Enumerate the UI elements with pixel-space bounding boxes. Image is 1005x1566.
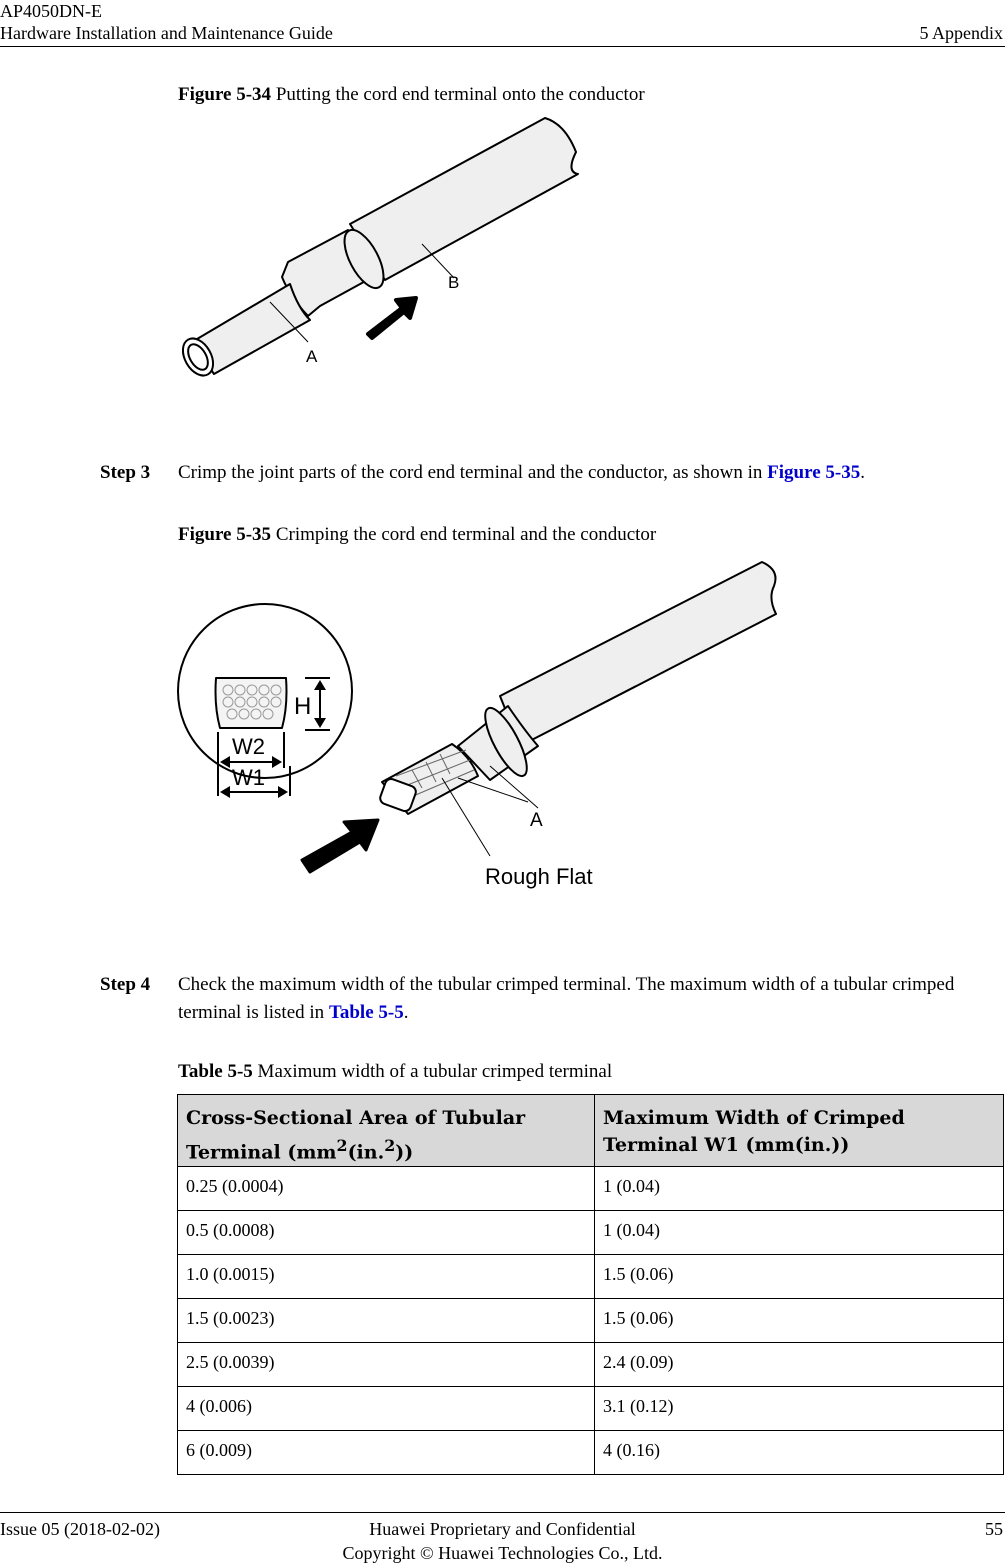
- area-cell: 4 (0.006): [178, 1387, 595, 1431]
- area-cell: 0.5 (0.0008): [178, 1211, 595, 1255]
- leader-rough: [442, 778, 490, 856]
- footer-copyright: Copyright © Huawei Technologies Co., Ltd.: [342, 1543, 663, 1563]
- footer-rule: [0, 1512, 1005, 1513]
- page-number: 55: [985, 1519, 1003, 1539]
- figure-34-label: Figure 5-34: [178, 84, 272, 105]
- figure-34-illustration: [170, 112, 610, 392]
- table-row: [178, 1431, 1004, 1475]
- table-caption: Maximum width of a tubular crimped terminal: [257, 1061, 613, 1082]
- table-row: [178, 1167, 1004, 1211]
- table-row: [178, 1211, 1004, 1255]
- width-cell: 1.5 (0.06): [595, 1255, 1004, 1299]
- table-row: [178, 1299, 1004, 1343]
- area-cell: 1.0 (0.0015): [178, 1255, 595, 1299]
- step-4-label: Step 4: [100, 974, 151, 995]
- insulation-body: [500, 562, 776, 746]
- figure-34-caption: Putting the cord end terminal onto the conductor: [275, 84, 645, 105]
- area-cell: 6 (0.009): [178, 1431, 595, 1475]
- figure-35-illustration: [170, 556, 790, 896]
- footer-issue: Issue 05 (2018-02-02): [0, 1519, 160, 1539]
- header-rule: [0, 46, 1005, 47]
- width-cell: 3.1 (0.12): [595, 1387, 1004, 1431]
- step-4-text: Check the maximum width of the tubular crimped terminal. The maximum width of a tubular crimped terminal is listed in Table 5-5.: [178, 974, 955, 1023]
- figure-35-caption: Crimping the cord end terminal and the conductor: [275, 524, 657, 545]
- width-cell: 1 (0.04): [595, 1211, 1004, 1255]
- width-cell: 1 (0.04): [595, 1167, 1004, 1211]
- figure-35-title: [178, 524, 656, 546]
- width-cell: 2.4 (0.09): [595, 1343, 1004, 1387]
- width-cell: 1.5 (0.06): [595, 1299, 1004, 1343]
- figure-35-link[interactable]: Figure 5-35: [767, 462, 861, 483]
- column-header-area: Cross-Sectional Area of Tubular Terminal $(mm^2(in.^2))$: [178, 1095, 595, 1167]
- insert-arrow-icon: [302, 820, 378, 872]
- table-header-row: [178, 1095, 1004, 1167]
- footer-confidential: Huawei Proprietary and Confidential: [369, 1519, 636, 1539]
- table-row: [178, 1255, 1004, 1299]
- area-cell: 0.25 (0.0004): [178, 1167, 595, 1211]
- header-product: AP4050DN-E: [0, 1, 102, 21]
- label-a: A: [530, 810, 543, 831]
- width-cell: 4 (0.16): [595, 1431, 1004, 1475]
- area-cell: 2.5 (0.0039): [178, 1343, 595, 1387]
- table-row: [178, 1387, 1004, 1431]
- figure-35-label: Figure 5-35: [178, 524, 272, 545]
- table-5-5-link[interactable]: Table 5-5: [328, 1002, 404, 1023]
- figure-34-title: [178, 84, 645, 106]
- label-a: A: [306, 347, 318, 366]
- label-h: H: [294, 693, 312, 720]
- max-width-table: [177, 1094, 1004, 1475]
- column-header-width: Maximum Width of Crimped Terminal W1 (mm(in.)): [595, 1095, 1004, 1167]
- label-w1: W1: [232, 765, 265, 790]
- area-cell: 1.5 (0.0023): [178, 1299, 595, 1343]
- insert-arrow-icon: [368, 298, 416, 338]
- table-row: [178, 1343, 1004, 1387]
- table-title: [178, 1061, 612, 1083]
- step-3-label: Step 3: [100, 462, 151, 483]
- label-rough-flat: Rough Flat: [485, 864, 593, 889]
- step-3-text: Crimp the joint parts of the cord end terminal and the conductor, as shown in Figure 5-35.: [178, 462, 865, 483]
- label-b: B: [448, 273, 460, 292]
- header-guide: Hardware Installation and Maintenance Guide: [0, 23, 333, 43]
- insulation-body: [350, 118, 578, 280]
- table-label: Table 5-5: [178, 1061, 253, 1082]
- header-section: 5 Appendix: [919, 23, 1003, 43]
- label-w2: W2: [232, 734, 265, 759]
